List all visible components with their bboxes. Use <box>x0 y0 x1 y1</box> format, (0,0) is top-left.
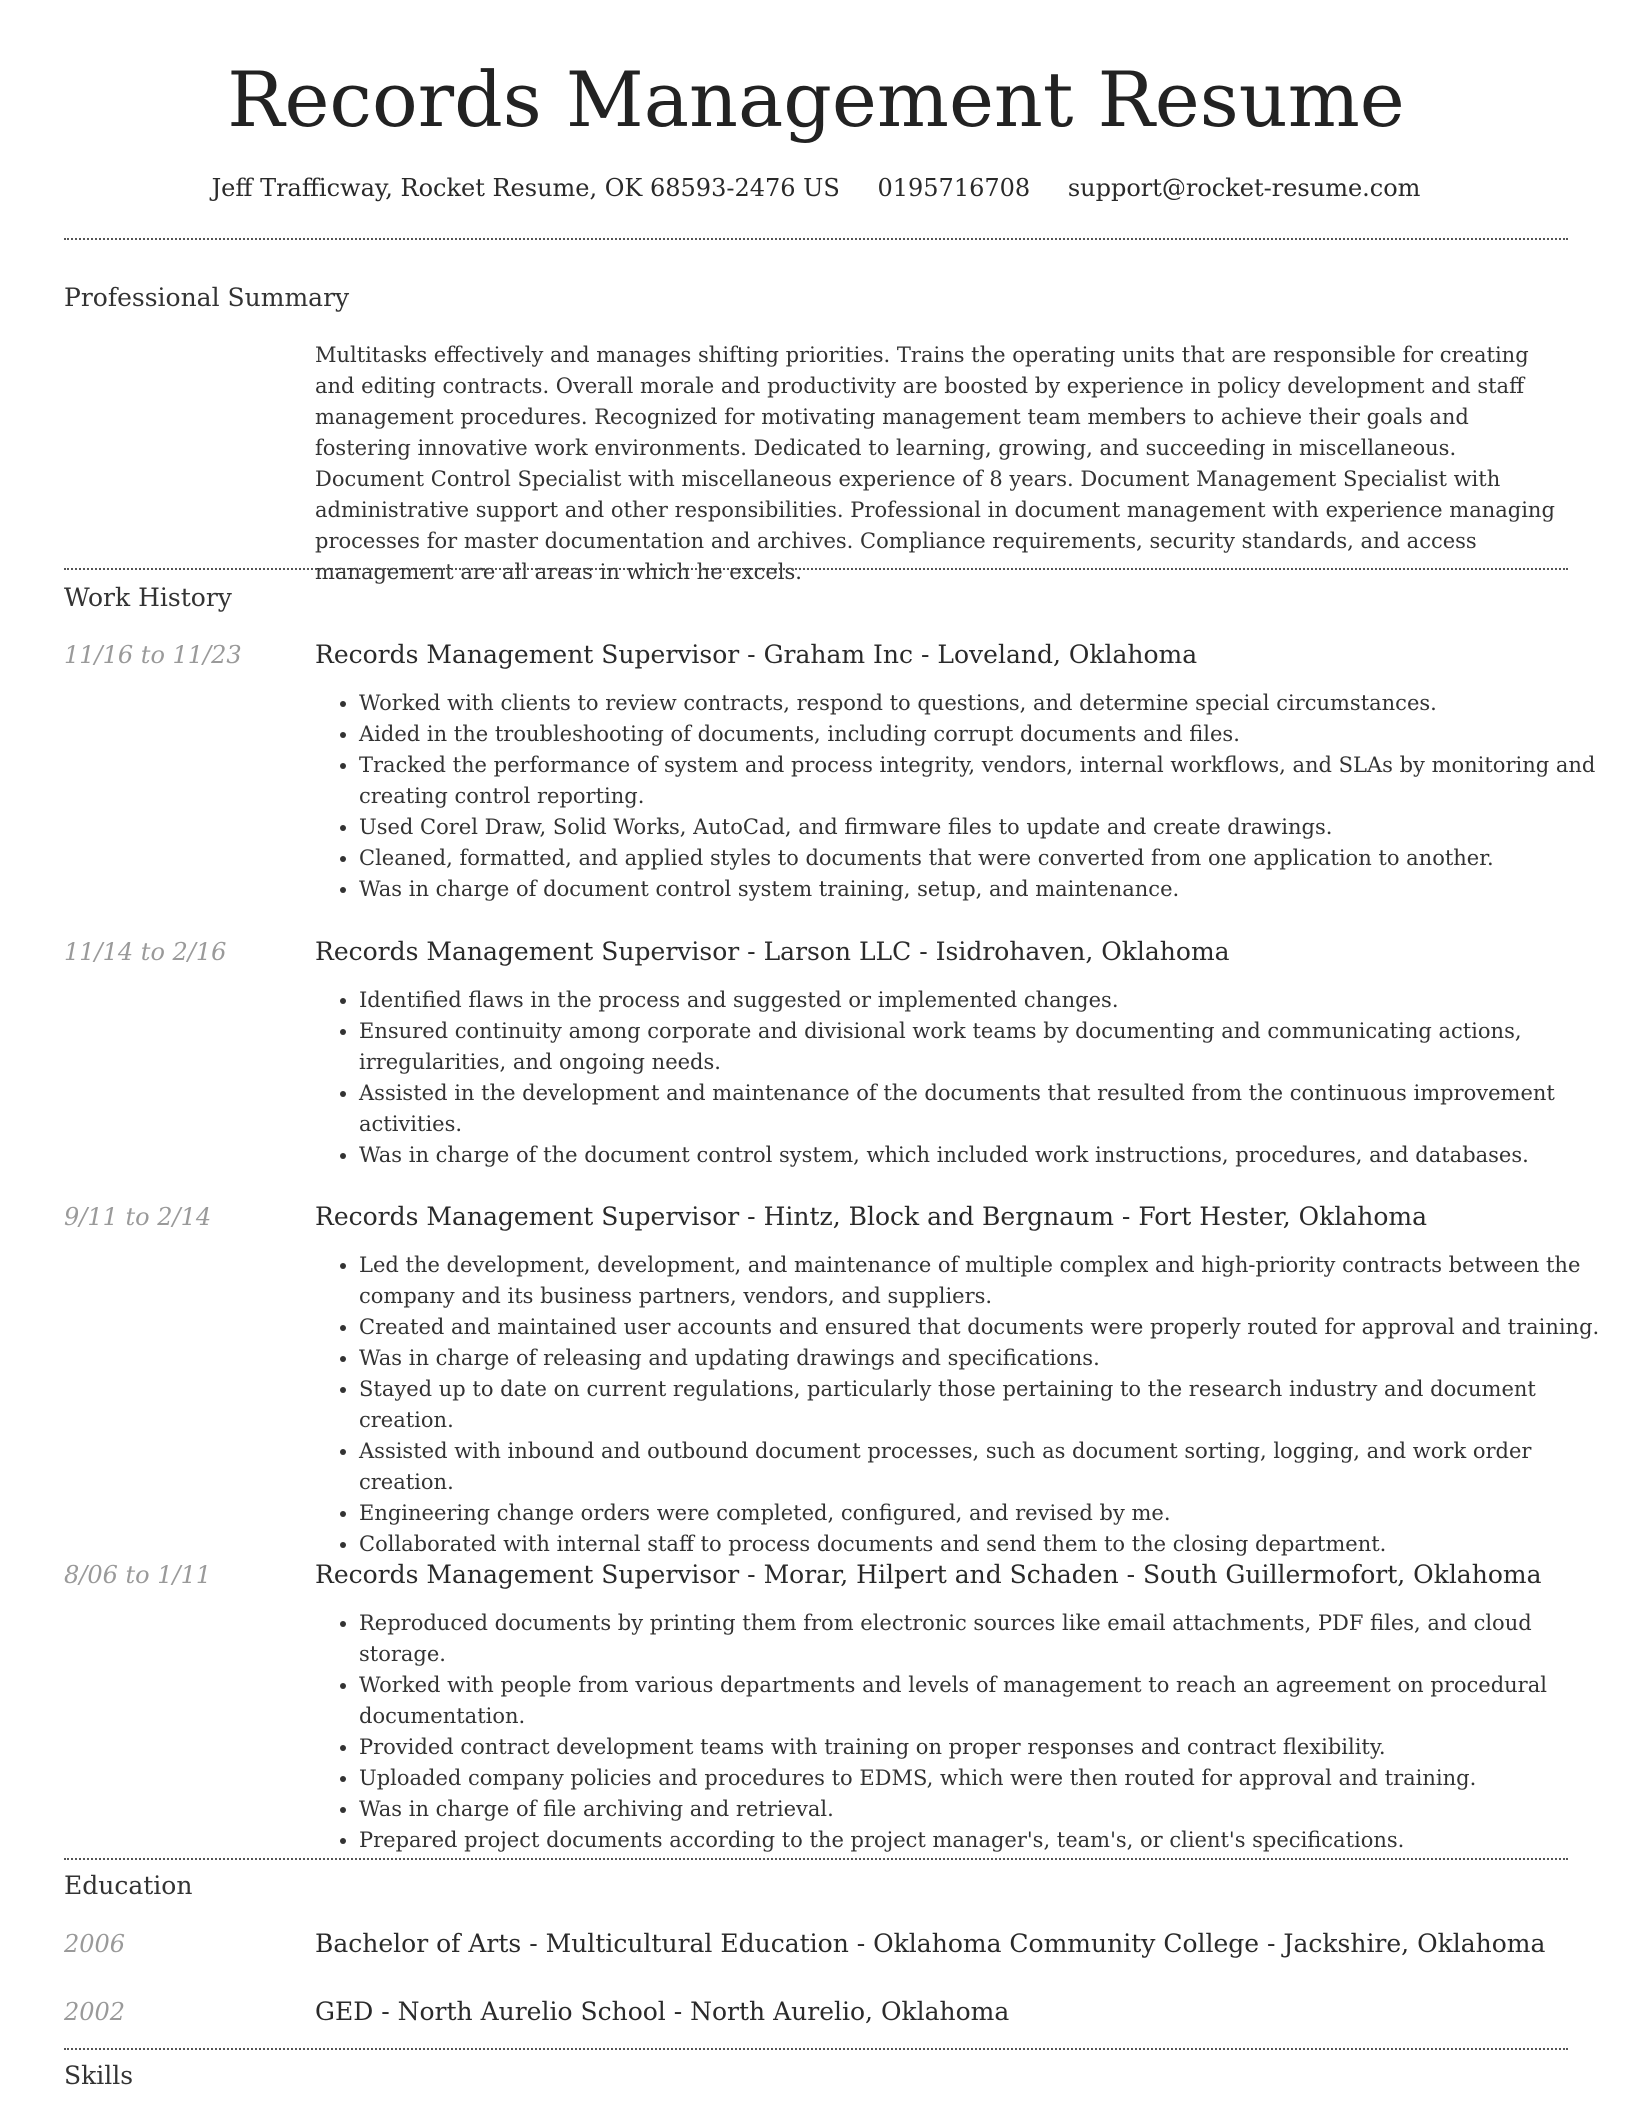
job-bullet: • Was in charge of the document control system, which included work instructions, procedures, and databases. <box>359 1140 1619 1171</box>
job-bullet: • Was in charge of file archiving and retrieval. <box>359 1794 1619 1825</box>
education-entry: GED - North Aurelio School - North Aurelio, Oklahoma <box>315 1997 1010 2026</box>
job-bullet: • Assisted with inbound and outbound document processes, such as document sorting, logging, and work order creation. <box>359 1436 1619 1498</box>
job-dates: 8/06 to 1/11 <box>64 1561 212 1589</box>
job-bullet: • Created and maintained user accounts and ensured that documents were properly routed for approval and training. <box>359 1312 1619 1343</box>
section-heading-work-history: Work History <box>64 583 232 612</box>
job-bullet: • Assisted in the development and maintenance of the documents that resulted from the continuous improvement activities. <box>359 1078 1619 1140</box>
education-year: 2002 <box>64 1998 126 2026</box>
section-heading-skills: Skills <box>64 2061 134 2090</box>
job-bullets <box>315 688 1619 905</box>
job-title: Records Management Supervisor - Graham Inc - Loveland, Oklahoma <box>315 640 1198 669</box>
job-title: Records Management Supervisor - Larson LLC - Isidrohaven, Oklahoma <box>315 937 1230 966</box>
job-bullet: • Tracked the performance of system and process integrity, vendors, internal workflows, and SLAs by monitoring and creating control reporting. <box>359 750 1619 812</box>
contact-email: support@rocket-resume.com <box>1067 174 1421 202</box>
job-bullet: • Stayed up to date on current regulations, particularly those pertaining to the research industry and document creation. <box>359 1374 1619 1436</box>
job-bullet: • Aided in the troubleshooting of documents, including corrupt documents and files. <box>359 719 1619 750</box>
job-bullet: • Worked with clients to review contracts, respond to questions, and determine special circumstances. <box>359 688 1619 719</box>
section-heading-summary: Professional Summary <box>64 283 350 312</box>
job-bullet: • Prepared project documents according to the project manager's, team's, or client's specifications. <box>359 1825 1619 1856</box>
job-dates: 11/14 to 2/16 <box>64 938 227 966</box>
job-bullet: • Ensured continuity among corporate and divisional work teams by documenting and communicating actions, irregularities, and ongoing needs. <box>359 1016 1619 1078</box>
job-title: Records Management Supervisor - Hintz, Block and Bergnaum - Fort Hester, Oklahoma <box>315 1202 1427 1231</box>
job-bullet: • Was in charge of releasing and updating drawings and specifications. <box>359 1343 1619 1374</box>
job-dates: 11/16 to 11/23 <box>64 641 242 669</box>
job-bullet: • Used Corel Draw, Solid Works, AutoCad, and firmware files to update and create drawings. <box>359 812 1619 843</box>
divider <box>64 238 1568 240</box>
divider <box>64 1858 1568 1860</box>
job-bullet: • Engineering change orders were completed, configured, and revised by me. <box>359 1498 1619 1529</box>
job-bullet: • Reproduced documents by printing them from electronic sources like email attachments, PDF files, and cloud storage. <box>359 1608 1619 1670</box>
job-bullet: • Collaborated with internal staff to process documents and send them to the closing department. <box>359 1529 1619 1560</box>
divider <box>64 568 1568 570</box>
job-title: Records Management Supervisor - Morar, Hilpert and Schaden - South Guillermofort, Oklahoma <box>315 1560 1542 1589</box>
job-bullets <box>315 985 1619 1171</box>
job-bullets <box>315 1608 1619 1856</box>
contact-address: Jeff Trafficway, Rocket Resume, OK 68593-2476 US <box>211 174 840 202</box>
job-bullet: • Uploaded company policies and procedures to EDMS, which were then routed for approval and training. <box>359 1763 1619 1794</box>
job-bullet: • Worked with people from various departments and levels of management to reach an agreement on procedural documentation. <box>359 1670 1619 1732</box>
job-bullet: • Led the development, development, and maintenance of multiple complex and high-priority contracts between the company and its business partners, vendors, and suppliers. <box>359 1250 1619 1312</box>
resume-title: Records Management Resume <box>227 55 1405 144</box>
contact-line <box>0 170 1632 206</box>
job-bullet: • Identified flaws in the process and suggested or implemented changes. <box>359 985 1619 1016</box>
divider <box>64 2048 1568 2050</box>
job-bullet: • Cleaned, formatted, and applied styles to documents that were converted from one application to another. <box>359 843 1619 874</box>
education-year: 2006 <box>64 1930 126 1958</box>
job-dates: 9/11 to 2/14 <box>64 1203 212 1231</box>
job-bullets <box>315 1250 1619 1560</box>
section-heading-education: Education <box>64 1871 193 1900</box>
job-bullet: • Provided contract development teams with training on proper responses and contract flexibility. <box>359 1732 1619 1763</box>
education-entry: Bachelor of Arts - Multicultural Education - Oklahoma Community College - Jackshire, Oklahoma <box>315 1929 1546 1958</box>
summary-text: Multitasks effectively and manages shifting priorities. Trains the operating units that are responsible for creating and editing contracts. Overall morale and productivity are boosted by experience in policy development and staff management procedures. Recognized for motivating management team members to achieve their goals and fostering innovative work environments. Dedicated to learning, growing, and succeeding in miscellaneous. Document Control Specialist with miscellaneous experience of 8 years. Document Management Specialist with administrative support and other responsibilities. Professional in document management with experience managing processes for master documentation and archives. Compliance requirements, security standards, and access management are all areas in which he excels. <box>315 343 1555 584</box>
contact-phone: 0195716708 <box>877 174 1031 202</box>
job-bullet: • Was in charge of document control system training, setup, and maintenance. <box>359 874 1619 905</box>
